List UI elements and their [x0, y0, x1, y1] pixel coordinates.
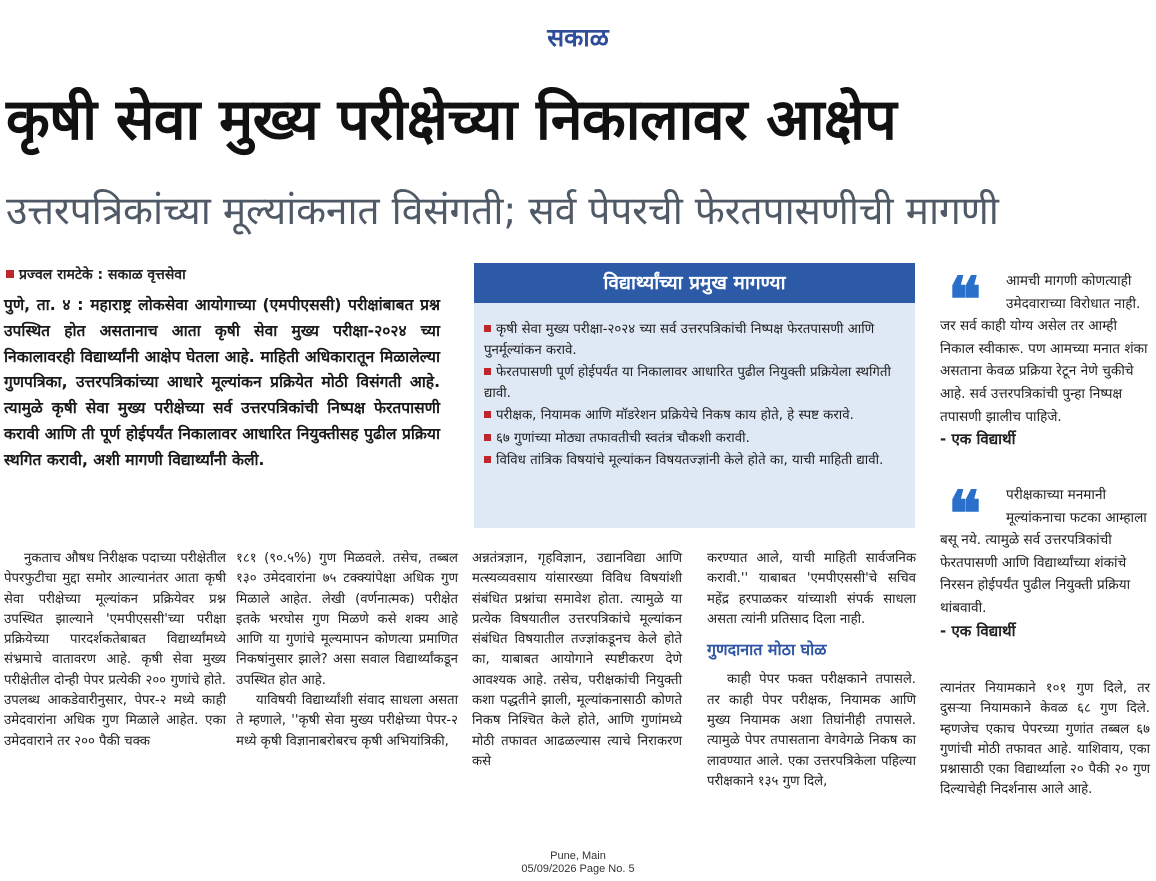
footer-edition: Pune, Main	[550, 850, 606, 862]
quote-mark-icon: ❝	[948, 263, 982, 336]
page-footer	[0, 850, 1156, 876]
student-quote	[940, 263, 1152, 451]
body-paragraph: करण्यात आले, याची माहिती सार्वजनिक करावी.'' याबाबत 'एमपीएससी'चे सचिव महेंद्र हरपाळकर यांच्याशी संपर्क साधला असता त्यांनी प्रतिसाद दिला नाही.	[707, 551, 916, 627]
body-paragraph: त्यानंतर नियामकाने १०१ गुण दिले, तर दुसऱ्या नियामकाने केवळ ६८ गुण दिले. म्हणजेच एकाच पेपरच्या गुणांत तब्बल ६७ गुणांची मोठी तफावत आहे. याशिवाय, एका प्रश्नासाठी एका विद्यार्थ्याला २० पैकी २० गुण दिल्याचेही निदर्शनास आले आहे.	[940, 681, 1150, 798]
demand-item: विविध तांत्रिक विषयांचे मूल्यांकन विषयतज्ज्ञांनी केले होते का, याची माहिती द्यावी.	[484, 451, 906, 472]
demand-item: परीक्षक, नियामक आणि मॉडरेशन प्रक्रियेचे निकष काय होते, हे स्पष्ट करावे.	[484, 406, 906, 427]
byline-text: प्रज्वल रामटेके : सकाळ वृत्तसेवा	[19, 267, 186, 283]
square-bullet-icon	[484, 456, 491, 463]
body-paragraph: नुकताच औषध निरीक्षक पदाच्या परीक्षेतील पेपरफुटीचा मुद्दा समोर आल्यानंतर आता कृषी सेवा परीक्षेच्या मूल्यांकन प्रक्रियेवर प्रश्न उपस्थित झाल्याने 'एमपीएससी'च्या परीक्षा प्रक्रियेच्या पारदर्शकतेबाबत विद्यार्थ्यांमध्ये संभ्रमाचे वातावरण आहे. कृषी सेवा मुख्य परीक्षेतील दोन्ही पेपर प्रत्येकी २०० गुणांचे होते. उपलब्ध आकडेवारीनुसार, पेपर-२ मध्ये काही उमेदवारांना अधिक गुण मिळाले आहेत. एका उमेदवाराने तर २०० पैकी चक्क	[4, 551, 226, 749]
body-column-5	[940, 679, 1150, 801]
square-bullet-icon	[484, 411, 491, 418]
demands-list	[484, 320, 906, 474]
student-quote	[940, 477, 1152, 642]
newspaper-masthead: सकाळ	[547, 23, 609, 52]
square-bullet-icon	[484, 325, 491, 332]
body-column-2	[236, 549, 458, 752]
section-subheading: गुणदानात मोठा घोळ	[707, 640, 827, 660]
lead-paragraph: पुणे, ता. ४ : महाराष्ट्र लोकसेवा आयोगाच्या (एमपीएससी) परीक्षांबाबत प्रश्न उपस्थित होत असतानाच आता कृषी सेवा मुख्य परीक्षा-२०२४ च्या निकालावरही विद्यार्थ्यांनी आक्षेप घेतला आहे. माहिती अधिकारातून मिळालेल्या गुणपत्रिका, उत्तरपत्रिकांच्या आधारे मूल्यांकन प्रक्रियेत मोठी विसंगती आहे. त्यामुळे कृषी सेवा मुख्य परीक्षेच्या सर्व उत्तरपत्रिकांची निष्पक्ष फेरतपासणी करावी आणि ती पूर्ण होईपर्यंत निकालावर आधारित नियुक्तीसह पुढील प्रक्रिया स्थगित करावी, अशी मागणी विद्यार्थ्यांनी केली.	[4, 296, 440, 469]
body-paragraph: १८१ (९०.५%) गुण मिळवले. तसेच, तब्बल १३० उमेदवारांना ७५ टक्क्यांपेक्षा अधिक गुण मिळाले आहेत. लेखी (वर्णनात्मक) परीक्षेत इतके भरघोस गुण मिळणे कसे शक्य आहे आणि या गुणांचे मूल्यमापन कोणत्या प्रमाणित निकषांनुसार झाले? असा सवाल विद्यार्थ्यांकडून उपस्थित होत आहे.	[236, 551, 458, 688]
square-bullet-icon	[484, 434, 491, 441]
footer-date-page: 05/09/2026 Page No. 5	[521, 863, 635, 875]
demand-item: कृषी सेवा मुख्य परीक्षा-२०२४ च्या सर्व उत्तरपत्रिकांची निष्पक्ष फेरतपासणी आणि पुनर्मूल्यांकन करावे.	[484, 322, 875, 358]
body-paragraph: याविषयी विद्यार्थ्यांशी संवाद साधला असता ते म्हणाले, ''कृषी सेवा मुख्य परीक्षेच्या पेपर-२ मध्ये कृषी विज्ञानाबरोबरच कृषी अभियांत्रिकी,	[236, 693, 458, 749]
quote-author: - एक विद्यार्थी	[940, 621, 1016, 640]
body-paragraph: अन्नतंत्रज्ञान, गृहविज्ञान, उद्यानविद्या आणि मत्स्यव्यवसाय यांसारख्या विविध विषयांशी संबंधित प्रश्नांचा समावेश होता. त्यामुळे या प्रत्येक विषयातील उत्तरपत्रिकांचे मूल्यांकन संबंधित विषयातील तज्ज्ञांकडूनच केले होते का, याबाबत आयोगाने स्पष्टीकरण देणे आवश्यक आहे. तसेच, परीक्षकांची नियुक्ती कशा पद्धतीने झाली, मूल्यांकनासाठी कोणते निकष निश्चित केले होते, आणि गुणांमध्ये मोठी तफावत आढळल्यास त्याचे निराकरण कसे	[472, 551, 682, 769]
byline	[6, 265, 186, 284]
article-subheadline: उत्तरपत्रिकांच्या मूल्यांकनात विसंगती; सर्व पेपरची फेरतपासणीची मागणी	[6, 189, 999, 234]
article-headline: कृषी सेवा मुख्य परीक्षेच्या निकालावर आक्षेप	[6, 87, 897, 153]
demand-item: फेरतपासणी पूर्ण होईपर्यंत या निकालावर आधारित पुढील नियुक्ती प्रक्रियेला स्थगिती द्यावी.	[484, 365, 891, 401]
demands-box-title: विद्यार्थ्यांच्या प्रमुख मागण्या	[474, 263, 915, 303]
body-column-1	[4, 549, 226, 752]
body-column-4	[707, 549, 916, 792]
byline-bullet-icon	[6, 270, 14, 278]
square-bullet-icon	[484, 368, 491, 375]
quote-mark-icon: ❝	[948, 477, 982, 550]
quote-text: आमची मागणी कोणत्याही उमेदवाराच्या विरोधात नाही. जर सर्व काही योग्य असेल तर आम्ही निकाल स्वीकारू. पण आमच्या मनात शंका असताना केवळ प्रक्रिया रेटून नेणे चुकीचे आहे. सर्व उत्तरपत्रिकांची पुन्हा निष्पक्ष तपासणी झालीच पाहिजे.	[940, 273, 1148, 425]
body-column-3	[472, 549, 682, 772]
quote-author: - एक विद्यार्थी	[940, 430, 1016, 449]
demands-box	[474, 263, 915, 528]
body-paragraph: काही पेपर फक्त परीक्षकाने तपासले. तर काही पेपर परीक्षक, नियामक आणि मुख्य नियामक अशा तिघांनीही तपासले. त्यामुळे पेपर तपासताना वेगवेगळे निकष का लावण्यात आले. एका उत्तरपत्रिकेला पहिल्या परीक्षकाने १३५ गुण दिले,	[707, 672, 916, 789]
demand-item: ६७ गुणांच्या मोठ्या तफावतीची स्वतंत्र चौकशी करावी.	[484, 429, 906, 450]
quote-text: परीक्षकाच्या मनमानी मूल्यांकनाचा फटका आम्हाला बसू नये. त्यामुळे सर्व उत्तरपत्रिकांची फेरतपासणी आणि विद्यार्थ्यांच्या शंकांचे निरसन होईपर्यंत पुढील नियुक्ती प्रक्रिया थांबवावी.	[940, 487, 1147, 616]
